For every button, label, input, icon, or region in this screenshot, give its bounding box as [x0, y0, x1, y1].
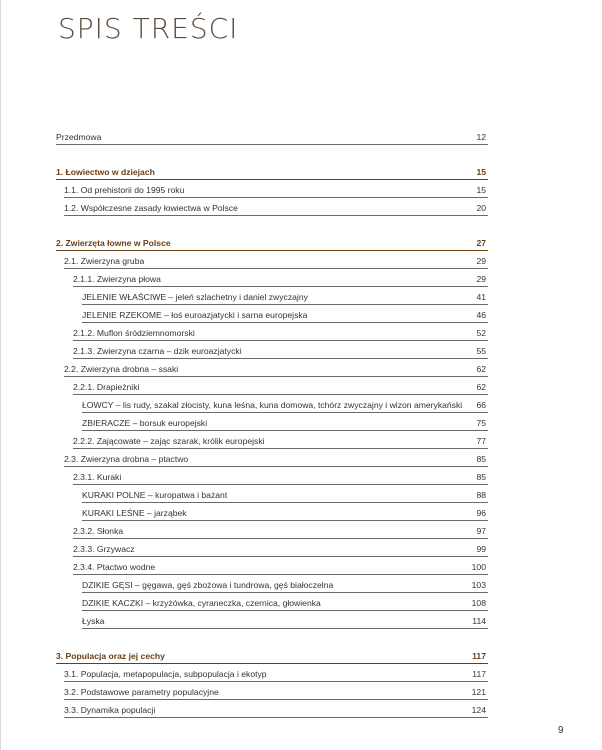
- toc-entry-page: 85: [476, 454, 486, 464]
- toc-entry-2-2-1[interactable]: [73, 378, 488, 395]
- toc-entry-2-1-2[interactable]: [73, 324, 488, 341]
- toc-entry-page: 117: [472, 651, 486, 661]
- toc-entry-page: 15: [476, 185, 486, 195]
- toc-entry-page: 77: [476, 436, 486, 446]
- toc-entry-label: 2.3. Zwierzyna drobna – ptactwo: [64, 454, 189, 464]
- toc-entry-label: 1.2. Współczesne zasady łowiectwa w Polsce: [64, 203, 238, 213]
- toc-entry-page: 85: [476, 472, 486, 482]
- toc-entry-przedmowa[interactable]: [56, 128, 488, 145]
- toc-chapter-2[interactable]: [56, 234, 488, 251]
- toc-entry-label: JELENIE RZEKOME – łoś euroazjatycki i sarna europejska: [82, 310, 308, 320]
- toc-entry-2-1-1[interactable]: [73, 270, 488, 287]
- toc-entry-2-3-3[interactable]: [73, 540, 488, 557]
- table-of-contents: [56, 128, 488, 719]
- toc-entry-label: KURAKI LEŚNE – jarząbek: [82, 508, 187, 518]
- toc-entry-page: 15: [476, 167, 486, 177]
- toc-entry-label: 2.2. Zwierzyna drobna – ssaki: [64, 364, 179, 374]
- toc-entry-label: 2.3.1. Kuraki: [73, 472, 122, 482]
- toc-entry-1-1[interactable]: [64, 181, 488, 198]
- toc-entry-page: 20: [476, 203, 486, 213]
- toc-entry-3-2[interactable]: [64, 683, 488, 700]
- toc-chapter-3[interactable]: [56, 647, 488, 664]
- toc-entry-page: 114: [472, 616, 486, 626]
- toc-entry-label: 1.1. Od prehistorii do 1995 roku: [64, 185, 185, 195]
- toc-entry-3-1[interactable]: [64, 665, 488, 682]
- toc-entry-page: 55: [476, 346, 486, 356]
- toc-entry-jelenie-rzekome[interactable]: [82, 306, 488, 323]
- toc-entry-page: 27: [476, 238, 486, 248]
- toc-entry-label: 2.1. Zwierzyna gruba: [64, 256, 145, 266]
- toc-entry-label: DZIKIE GĘSI – gęgawa, gęś zbożowa i tundrowa, gęś białoczelna: [82, 580, 334, 590]
- toc-entry-kuraki-lesne[interactable]: [82, 504, 488, 521]
- toc-entry-label: 2.1.2. Muflon śródziemnomorski: [73, 328, 195, 338]
- toc-entry-label: Łyska: [82, 616, 105, 626]
- toc-entry-label: ZBIERACZE – borsuk europejski: [82, 418, 208, 428]
- toc-entry-page: 62: [476, 382, 486, 392]
- toc-entry-page: 52: [476, 328, 486, 338]
- toc-entry-page: 124: [471, 705, 486, 715]
- toc-entry-label: 2.3.4. Ptactwo wodne: [73, 562, 156, 572]
- toc-entry-label: JELENIE WŁAŚCIWE – jeleń szlachetny i daniel zwyczajny: [82, 292, 308, 302]
- toc-entry-jelenie-wlasciwe[interactable]: [82, 288, 488, 305]
- toc-entry-page: 121: [471, 687, 486, 697]
- toc-entry-label: 3. Populacja oraz jej cechy: [56, 651, 165, 661]
- toc-entry-2-2[interactable]: [64, 360, 488, 377]
- toc-entry-label: 2. Zwierzęta łowne w Polsce: [56, 238, 171, 248]
- toc-entry-page: 29: [476, 274, 486, 284]
- toc-entry-page: 88: [476, 490, 486, 500]
- page-number: 9: [558, 725, 564, 736]
- toc-entry-label: 2.2.1. Drapieżniki: [73, 382, 140, 392]
- toc-entry-label: 2.3.2. Słonka: [73, 526, 124, 536]
- toc-entry-page: 62: [476, 364, 486, 374]
- toc-entry-page: 97: [476, 526, 486, 536]
- toc-entry-label: 3.1. Populacja, metapopulacja, subpopulacja i ekotyp: [64, 669, 267, 679]
- toc-entry-label: 2.3.3. Grzywacz: [73, 544, 135, 554]
- toc-entry-2-1-3[interactable]: [73, 342, 488, 359]
- toc-entry-2-2-2[interactable]: [73, 432, 488, 449]
- toc-entry-page: 103: [471, 580, 486, 590]
- toc-entry-zbieracze[interactable]: [82, 414, 488, 431]
- toc-entry-page: 75: [476, 418, 486, 428]
- toc-entry-label: 2.1.1. Zwierzyna płowa: [73, 274, 161, 284]
- toc-entry-label: KURAKI POLNE – kuropatwa i bażant: [82, 490, 228, 500]
- toc-entry-1-2[interactable]: [64, 199, 488, 216]
- toc-entry-label: 2.2.2. Zającowate – zając szarak, królik europejski: [73, 436, 265, 446]
- toc-entry-lowcy[interactable]: [82, 396, 488, 413]
- toc-entry-page: 117: [472, 669, 486, 679]
- toc-entry-page: 96: [476, 508, 486, 518]
- toc-entry-page: 100: [471, 562, 486, 572]
- toc-entry-page: 108: [471, 598, 486, 608]
- toc-entry-3-3[interactable]: [64, 701, 488, 718]
- toc-entry-lyska[interactable]: [82, 612, 488, 629]
- toc-entry-dzikie-kaczki[interactable]: [82, 594, 488, 611]
- toc-entry-label: 3.3. Dynamika populacji: [64, 705, 156, 715]
- toc-chapter-1[interactable]: [56, 163, 488, 180]
- toc-entry-2-1[interactable]: [64, 252, 488, 269]
- toc-entry-label: Przedmowa: [56, 132, 102, 142]
- toc-entry-page: 12: [476, 132, 486, 142]
- toc-entry-label: 2.1.3. Zwierzyna czarna – dzik euroazjatycki: [73, 346, 242, 356]
- toc-entry-kuraki-polne[interactable]: [82, 486, 488, 503]
- toc-entry-label: ŁOWCY – lis rudy, szakal złocisty, kuna leśna, kuna domowa, tchórz zwyczajny i wizon amerykański: [82, 400, 463, 410]
- toc-entry-page: 41: [476, 292, 486, 302]
- toc-entry-label: DZIKIE KACZKI – krzyżówka, cyraneczka, czernica, głowienka: [82, 598, 321, 608]
- toc-entry-page: 99: [476, 544, 486, 554]
- toc-entry-2-3-2[interactable]: [73, 522, 488, 539]
- page-edge: [0, 0, 1, 750]
- page-title: SPIS TREŚCI: [58, 12, 239, 45]
- toc-entry-page: 66: [476, 400, 486, 410]
- toc-entry-page: 29: [476, 256, 486, 266]
- toc-entry-2-3[interactable]: [64, 450, 488, 467]
- toc-entry-label: 1. Łowiectwo w dziejach: [56, 167, 155, 177]
- toc-entry-2-3-4[interactable]: [73, 558, 488, 575]
- toc-entry-page: 46: [476, 310, 486, 320]
- toc-entry-dzikie-gesi[interactable]: [82, 576, 488, 593]
- toc-entry-2-3-1[interactable]: [73, 468, 488, 485]
- toc-entry-label: 3.2. Podstawowe parametry populacyjne: [64, 687, 219, 697]
